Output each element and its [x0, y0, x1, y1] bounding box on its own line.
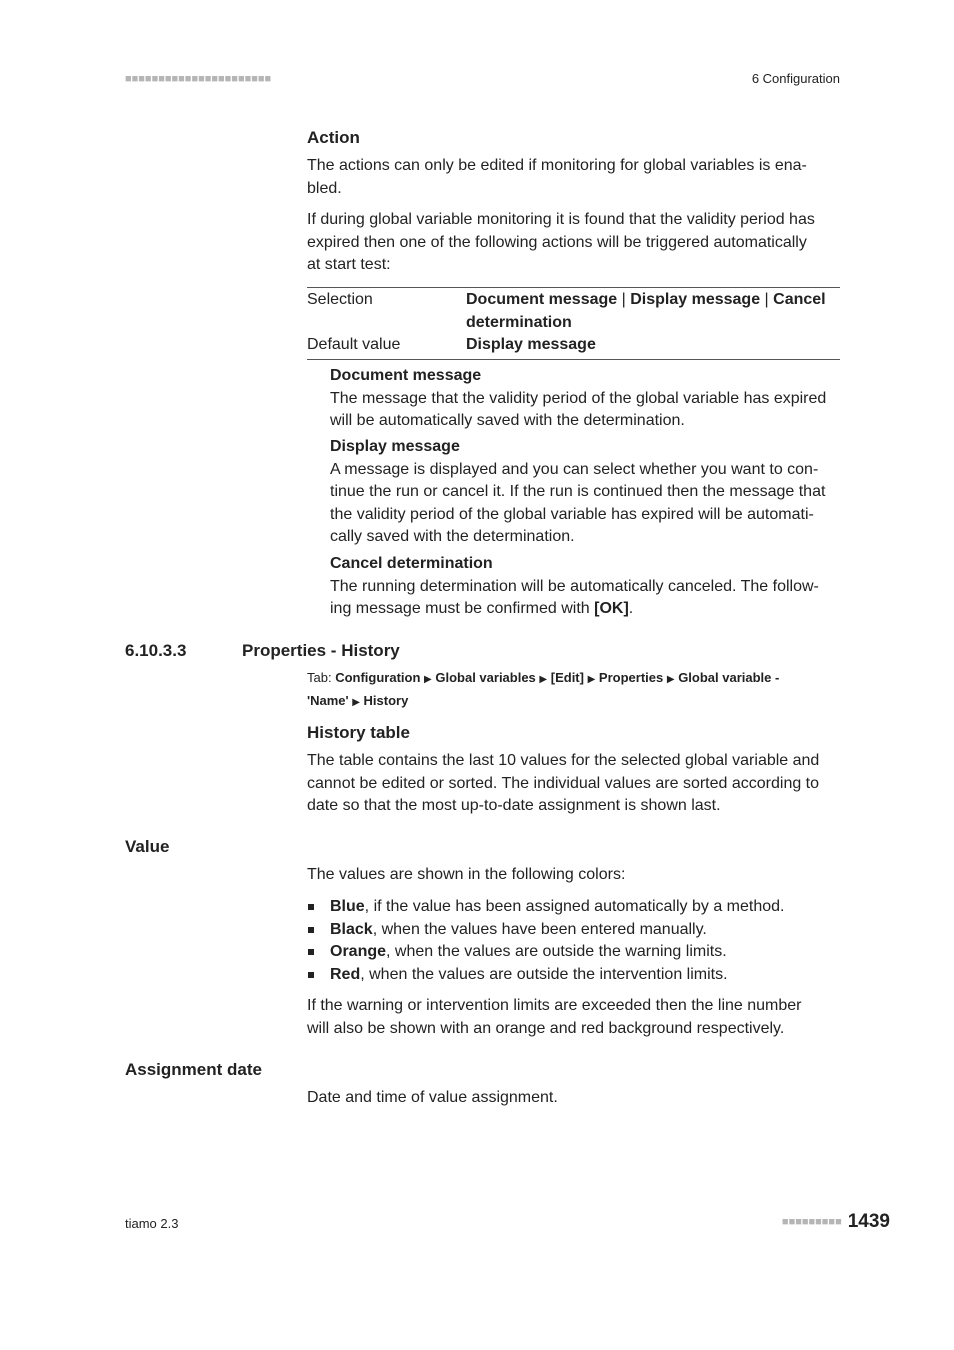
- value-heading: Value: [125, 837, 170, 856]
- list-item: Orange, when the values are outside the warning limits.: [307, 941, 840, 964]
- arrow-icon: ▶: [539, 674, 548, 685]
- chapter-title: 6 Configuration: [751, 71, 840, 86]
- selection-label: Selection: [307, 291, 373, 308]
- selection-values: [466, 289, 826, 334]
- text-line: A message is displayed and you can select whether you want to con-: [330, 460, 819, 478]
- list-item: Red, when the values are outside the intervention limits.: [307, 964, 840, 987]
- text-line: The table contains the last 10 values for the selected global variable and: [307, 752, 820, 769]
- action-paragraph-1: [307, 155, 840, 200]
- action-paragraph-2: [307, 209, 840, 277]
- text-line: tinue the run or cancel it. If the run is continued then the message that: [330, 483, 826, 500]
- breadcrumb-item: Properties: [598, 670, 664, 685]
- breadcrumb-item: History: [363, 692, 409, 708]
- value-intro: [307, 864, 840, 887]
- footer-decoration: ■■■■■■■■■: [781, 1216, 842, 1228]
- selection-table: [307, 287, 840, 360]
- default-label: Default value: [307, 336, 401, 353]
- text-line: If the warning or intervention limits are exceeded then the line number: [307, 997, 802, 1014]
- text-line: bled.: [307, 179, 342, 197]
- text-line: expired then one of the following actions will be triggered automatically: [307, 233, 807, 251]
- text-line: will also be shown with an orange and red background respectively.: [307, 1019, 785, 1037]
- footer-page: [782, 1211, 890, 1233]
- breadcrumb-item: 'Name': [307, 692, 349, 708]
- option-title: Document message: [330, 367, 482, 384]
- bullet-square-icon: [308, 949, 314, 955]
- option-cancel-cont: determination: [466, 313, 572, 331]
- default-value: Display message: [466, 336, 596, 353]
- option-block-cancel-determination: [330, 553, 840, 621]
- tab-prefix: Tab:: [307, 670, 336, 685]
- option-title: Display message: [330, 438, 460, 455]
- text-line: at start test:: [307, 256, 391, 273]
- text-line: If during global variable monitoring it is found that the validity period has: [307, 211, 815, 228]
- assignment-date-text: [307, 1087, 840, 1110]
- history-table-heading: History table: [307, 723, 410, 742]
- breadcrumb-item: Global variables: [435, 670, 536, 685]
- text-line: cannot be edited or sorted. The individual values are sorted according to: [307, 774, 820, 792]
- ok-key: [OK]: [594, 600, 629, 617]
- color-list: [307, 896, 840, 986]
- text-line: The actions can only be edited if monitoring for global variables is ena-: [307, 157, 807, 174]
- text-line: will be automatically saved with the determination.: [330, 412, 685, 429]
- list-item: Blue, if the value has been assigned automatically by a method.: [307, 896, 840, 919]
- list-item: Black, when the values have been entered manually.: [307, 919, 840, 942]
- arrow-icon: ▶: [587, 674, 596, 685]
- assignment-date-heading: Assignment date: [125, 1060, 262, 1079]
- selection-row: [307, 289, 840, 334]
- option-title: Cancel determination: [330, 555, 493, 572]
- action-heading: Action: [307, 128, 360, 147]
- text-line: the validity period of the global variable has expired will be automati-: [330, 505, 814, 523]
- breadcrumb-item: [Edit]: [550, 670, 584, 685]
- text-line: date so that the most up-to-date assignment is shown last.: [307, 797, 721, 814]
- option-cancel: Cancel: [773, 291, 826, 308]
- breadcrumb-item: Configuration: [335, 670, 421, 685]
- separator: |: [621, 291, 626, 308]
- header-decoration: ■■■■■■■■■■■■■■■■■■■■■■: [125, 73, 272, 85]
- section-number: 6.10.3.3: [125, 641, 187, 660]
- text-line: The values are shown in the following colors:: [307, 866, 626, 883]
- bullet-square-icon: [308, 927, 314, 933]
- text-line: cally saved with the determination.: [330, 528, 575, 545]
- text-line: The message that the validity period of the global variable has expired: [330, 389, 827, 407]
- option-document-message: Document message: [466, 291, 618, 308]
- value-outro: [307, 995, 840, 1040]
- breadcrumb-item: Global variable -: [678, 670, 780, 685]
- bullet-square-icon: [308, 972, 314, 978]
- history-table-paragraph: [307, 750, 840, 818]
- footer-product: tiamo 2.3: [125, 1216, 179, 1231]
- separator: |: [764, 291, 769, 308]
- breadcrumb: [307, 668, 840, 713]
- text-line: The running determination will be automatically canceled. The follow-: [330, 577, 819, 595]
- option-display-message: Display message: [630, 291, 761, 308]
- text-line: ing message must be confirmed with [OK].: [330, 600, 634, 617]
- arrow-icon: ▶: [424, 674, 432, 685]
- section-title: Properties - History: [242, 641, 400, 660]
- page-number: 1439: [847, 1211, 890, 1232]
- text-line: Date and time of value assignment.: [307, 1089, 558, 1106]
- default-row: [307, 334, 840, 357]
- option-block-document-message: [330, 365, 840, 433]
- arrow-icon: ▶: [352, 696, 360, 708]
- option-block-display-message: [330, 436, 840, 549]
- arrow-icon: ▶: [666, 674, 675, 685]
- bullet-square-icon: [308, 904, 314, 910]
